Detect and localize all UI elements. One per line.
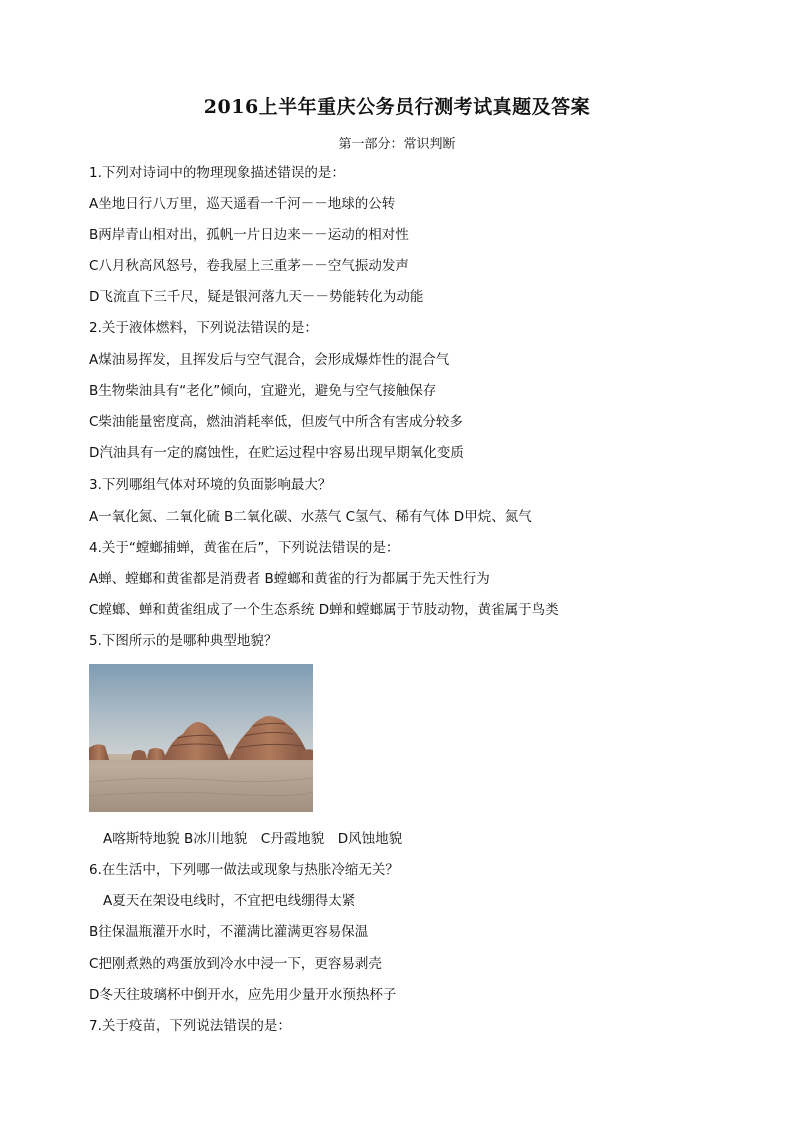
question-5-options: A喀斯特地貌 B冰川地貌 C丹霞地貌 D风蚀地貌 xyxy=(103,831,403,847)
section-subtitle: 第一部分：常识判断 xyxy=(338,137,456,152)
question-1-stem: 1.下列对诗词中的物理现象描述错误的是： xyxy=(89,165,345,181)
question-2-option-d: D汽油具有一定的腐蚀性，在贮运过程中容易出现早期氧化变质 xyxy=(89,445,464,461)
question-1-option-b: B两岸青山相对出，孤帆一片日边来－－运动的相对性 xyxy=(89,227,409,243)
question-7-stem: 7.关于疫苗，下列说法错误的是： xyxy=(89,1018,291,1034)
question-1-option-c: C八月秋高风怒号，卷我屋上三重茅－－空气振动发声 xyxy=(89,258,409,274)
question-6-option-c: C把刚煮熟的鸡蛋放到冷水中浸一下，更容易剥壳 xyxy=(89,956,382,972)
question-1-option-d: D飞流直下三千尺，疑是银河落九天－－势能转化为动能 xyxy=(89,289,424,305)
question-4-stem: 4.关于“螳螂捕蝉，黄雀在后”，下列说法错误的是： xyxy=(89,540,400,556)
question-4-options-ab: A蝉、螳螂和黄雀都是消费者 B螳螂和黄雀的行为都属于先天性行为 xyxy=(89,571,490,587)
question-5-stem: 5.下图所示的是哪种典型地貌？ xyxy=(89,633,278,649)
question-6-option-b: B往保温瓶灌开水时，不灌满比灌满更容易保温 xyxy=(89,924,369,940)
question-2-option-c: C柴油能量密度高，燃油消耗率低，但废气中所含有害成分较多 xyxy=(89,414,463,430)
question-3-options: A一氧化氮、二氧化硫 B二氧化碳、水蒸气 C氢气、稀有气体 D甲烷、氮气 xyxy=(89,509,532,525)
question-6-option-d: D冬天往玻璃杯中倒开水，应先用少量开水预热杯子 xyxy=(89,987,397,1003)
page-title: 2016上半年重庆公务员行测考试真题及答案 xyxy=(203,96,591,118)
question-6-stem: 6.在生活中，下列哪一做法或现象与热胀冷缩无关？ xyxy=(89,862,399,878)
question-2-option-b: B生物柴油具有“老化”倾向，宜避光，避免与空气接触保存 xyxy=(89,383,437,399)
question-1-option-a: A坐地日行八万里，巡天遥看一千河－－地球的公转 xyxy=(89,196,396,212)
question-2-stem: 2.关于液体燃料，下列说法错误的是： xyxy=(89,320,318,336)
landform-photo-image xyxy=(89,664,313,812)
question-3-stem: 3.下列哪组气体对环境的负面影响最大？ xyxy=(89,477,332,493)
question-6-option-a: A夏天在架设电线时，不宜把电线绷得太紧 xyxy=(103,893,356,909)
landform-photo xyxy=(89,664,313,812)
question-4-options-cd: C螳螂、蝉和黄雀组成了一个生态系统 D蝉和螳螂属于节肢动物，黄雀属于鸟类 xyxy=(89,602,559,618)
question-2-option-a: A煤油易挥发，且挥发后与空气混合，会形成爆炸性的混合气 xyxy=(89,352,450,368)
